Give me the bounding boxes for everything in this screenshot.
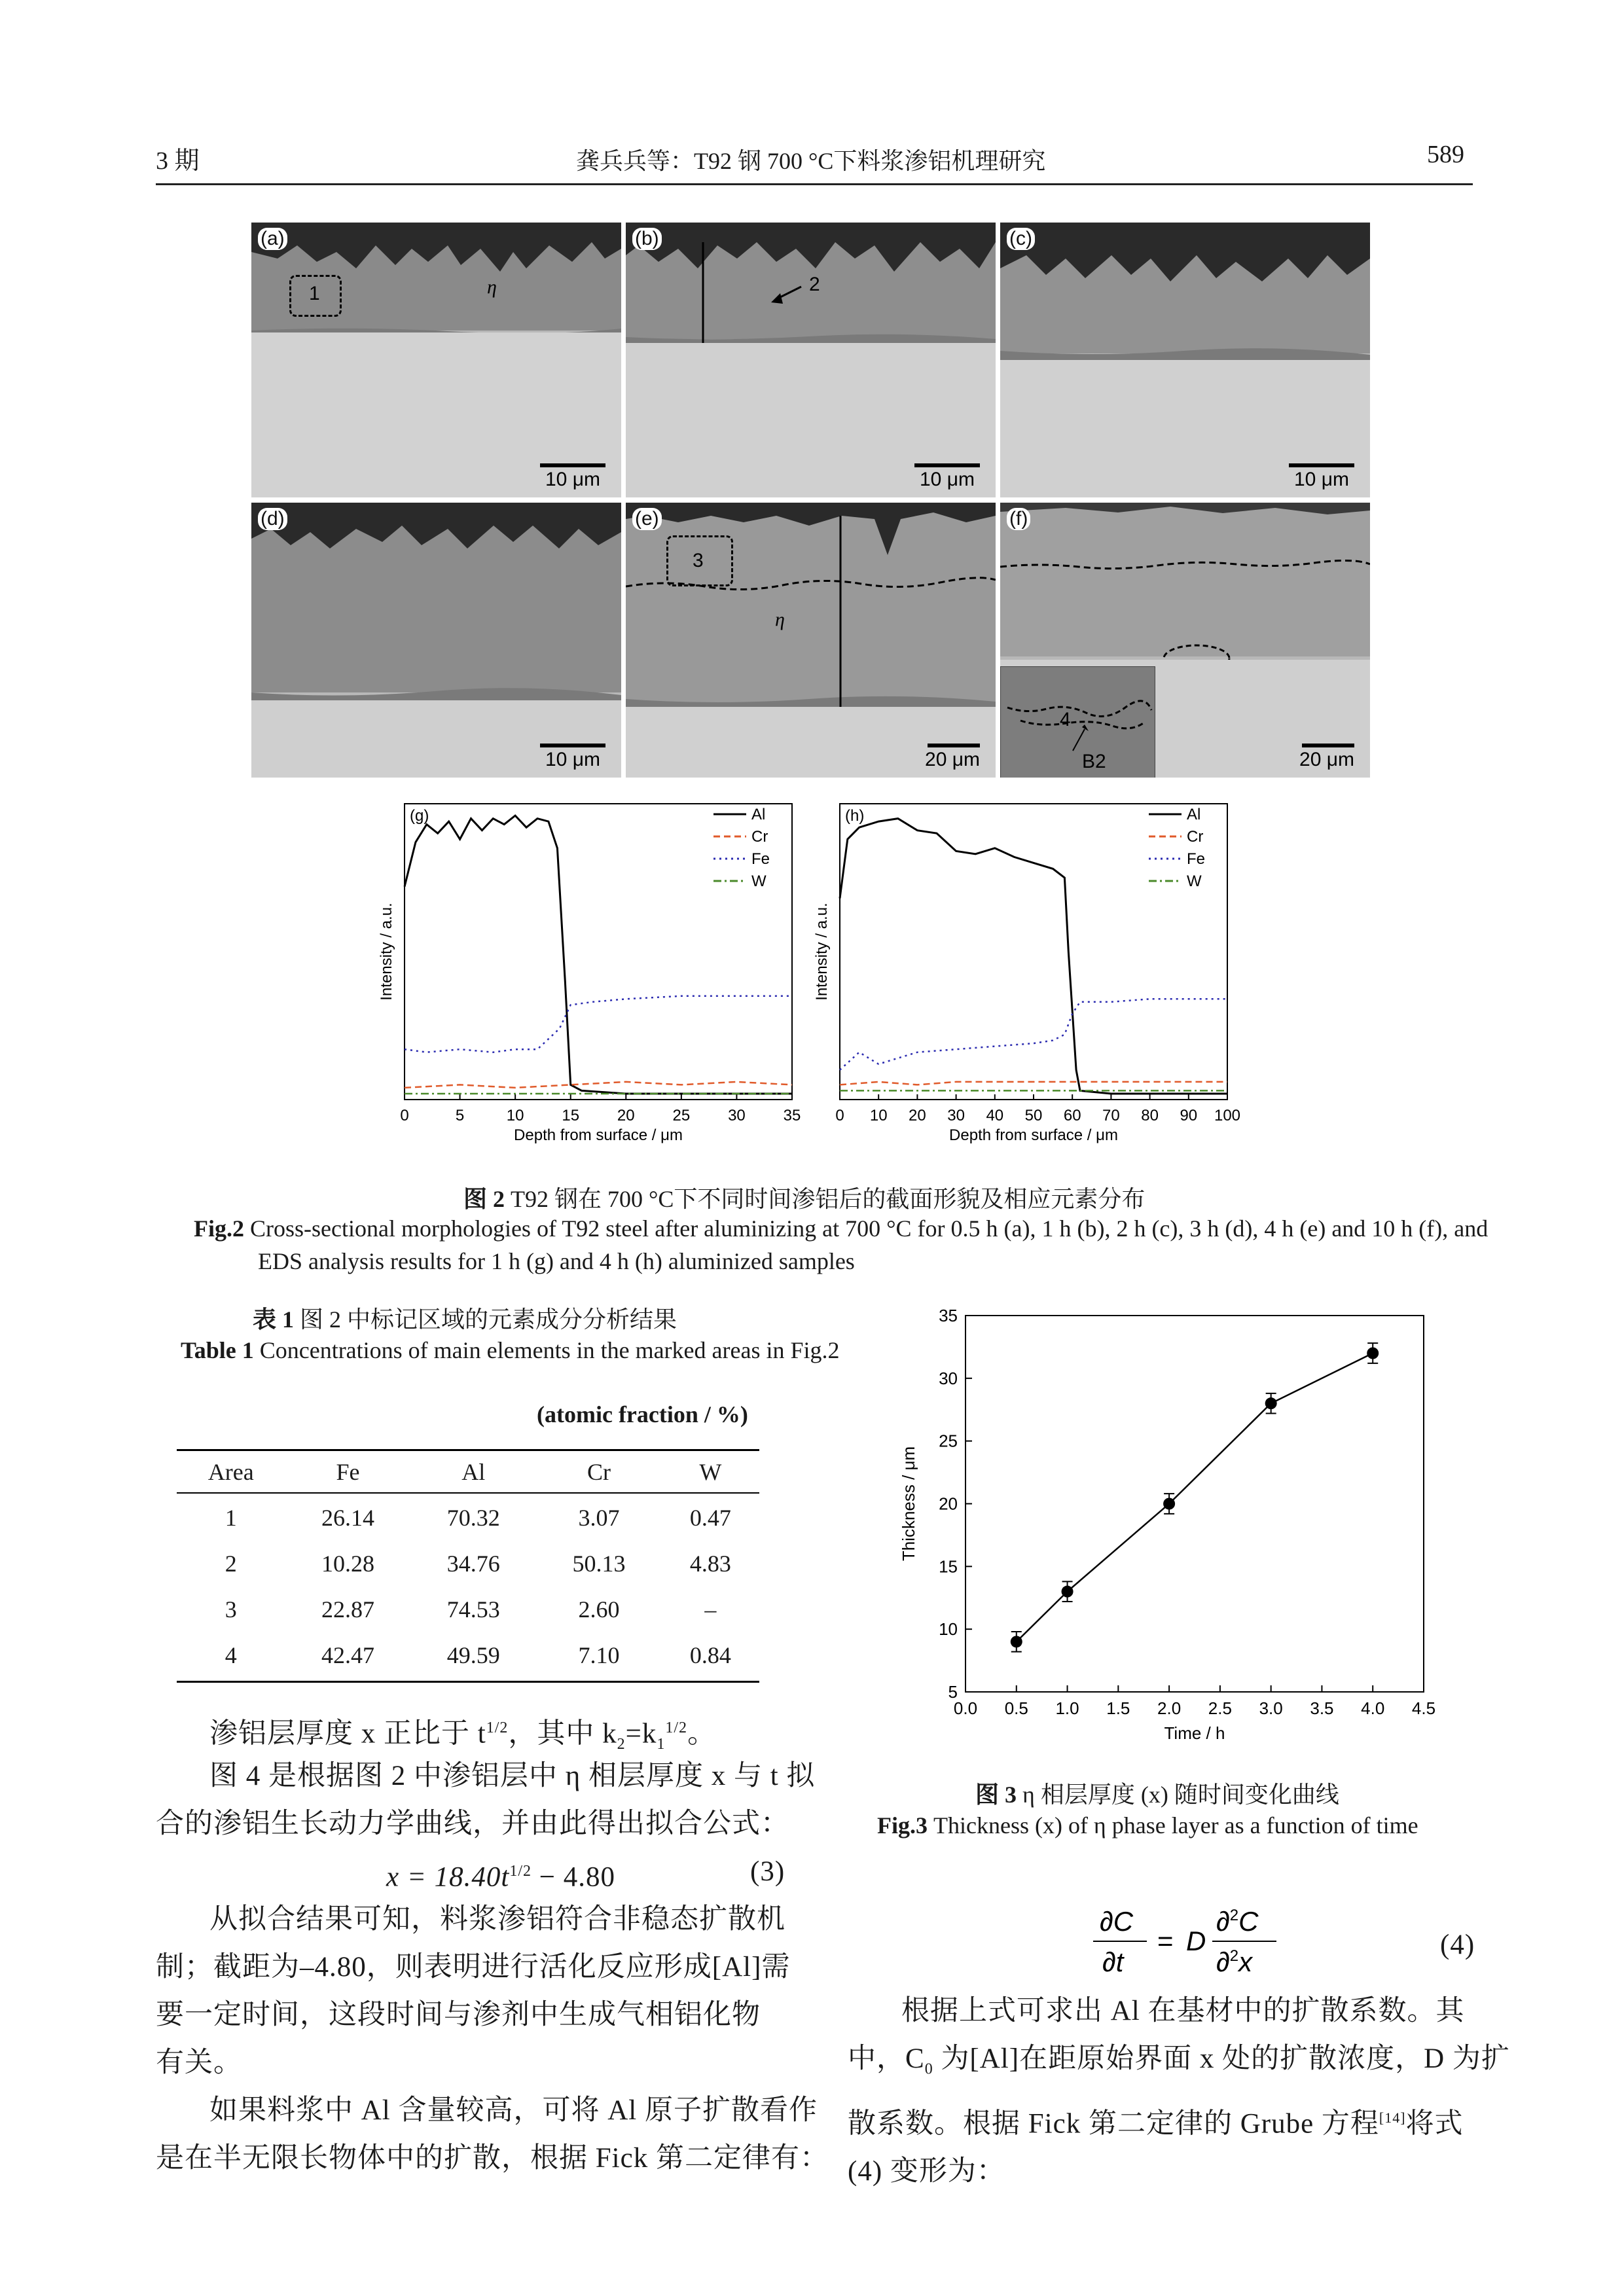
table1-title-cn: 表 1 图 2 中标记区域的元素成分分析结果 xyxy=(253,1306,677,1333)
series-line-fe xyxy=(405,996,792,1052)
data-point xyxy=(1163,1498,1175,1510)
panel-label: (f) xyxy=(1007,508,1030,530)
micrograph-panel-d xyxy=(251,503,621,778)
paragraph-thickness: 渗铝层厚度 x 正比于 $t^{1/2}$，其中 $k_2=k_1^{1/2}$。 xyxy=(209,1718,717,1753)
data-point xyxy=(1265,1397,1277,1409)
scale-bar: 20 μm xyxy=(1299,744,1354,771)
phase-label-b2: B2 xyxy=(1082,751,1106,772)
table-cell: 10.28 xyxy=(321,1551,374,1577)
data-point xyxy=(1062,1586,1074,1598)
fig2-caption-cn: 图 2 T92 钢在 700 °C下不同时间渗铝后的截面形貌及相应元素分布 xyxy=(463,1186,1146,1212)
panel-label: (g) xyxy=(410,807,429,825)
equation-4-number: (4) xyxy=(1440,1929,1475,1960)
table-cell: – xyxy=(704,1596,717,1623)
x-axis-label: Depth from surface / μm xyxy=(949,1126,1118,1144)
panel-label: (c) xyxy=(1007,228,1035,250)
table-row xyxy=(177,1541,759,1587)
x-tick-label: 30 xyxy=(947,1107,965,1124)
x-tick-label: 20 xyxy=(909,1107,926,1124)
scale-bar: 10 μm xyxy=(540,744,605,771)
x-tick-label: 70 xyxy=(1102,1107,1120,1124)
data-point xyxy=(1011,1636,1022,1647)
paragraph-nonsteady: 从拟合结果可知，料浆渗铝符合非稳态扩散机 制；截距为–4.80，则表明进行活化反应形成[Al]需 要一定时间，这段时间与渗剂中生成气相铝化物 有关。 xyxy=(156,1904,791,2078)
column-header: Fe xyxy=(336,1459,360,1485)
y-tick-label: 5 xyxy=(948,1682,958,1702)
y-axis-label: Intensity / a.u. xyxy=(378,903,395,1001)
equation-4 xyxy=(1074,1898,1290,1990)
table-cell: 3.07 xyxy=(578,1505,620,1531)
page-number: 589 xyxy=(1427,141,1464,168)
table-cell: 1 xyxy=(225,1505,237,1531)
table-cell: 74.53 xyxy=(446,1596,500,1623)
area-label: 3 xyxy=(693,550,704,571)
paragraph-diffusion-coefficient: 根据上式可求出 Al 在基材中的扩散系数。其 中，$C_0$ 为[Al]在距原始界面 x 处的扩散浓度，D 为扩 散系数。根据 Fick 第二定律的 Grube 方程[14]将式 (4) 变形为： xyxy=(848,1996,1510,2187)
table-header-row xyxy=(177,1449,759,1495)
paragraph-fit: 图 4 是根据图 2 中渗铝层中 η 相层厚度 x 与 t 拟 合的渗铝生长动力学曲线，并由此得出拟合公式： xyxy=(156,1761,816,1839)
table-row xyxy=(177,1587,759,1632)
table-cell: 0.47 xyxy=(689,1505,731,1531)
x-tick-label: 3.5 xyxy=(1310,1698,1334,1718)
x-tick-label: 2.5 xyxy=(1208,1698,1232,1718)
table-cell: 7.10 xyxy=(578,1642,620,1668)
table-cell: 0.84 xyxy=(689,1642,731,1668)
thickness-chart xyxy=(887,1299,1450,1757)
fig3-caption-en: Fig.3 Thickness (x) of η phase layer as a function of time xyxy=(877,1812,1418,1839)
equation-3: $x = 18.40t^{1/2} - 4.80$ xyxy=(386,1861,615,1893)
x-tick-label: 15 xyxy=(562,1107,580,1124)
column-header: Al xyxy=(461,1459,486,1485)
y-tick-label: 25 xyxy=(939,1431,958,1451)
x-tick-label: 3.0 xyxy=(1259,1698,1283,1718)
table-cell: 34.76 xyxy=(446,1551,500,1577)
table-row xyxy=(177,1495,759,1541)
panel-label: (e) xyxy=(632,508,662,530)
x-tick-label: 1.0 xyxy=(1055,1698,1079,1718)
x-tick-label: 50 xyxy=(1024,1107,1043,1124)
inset-magnified xyxy=(1000,666,1155,778)
x-tick-label: 5 xyxy=(455,1107,465,1124)
scale-bar: 10 μm xyxy=(1289,463,1354,491)
legend-label: Fe xyxy=(1187,850,1206,868)
header-rule xyxy=(156,183,1473,185)
column-header: W xyxy=(699,1459,722,1485)
micrograph-panel-e xyxy=(626,503,996,778)
panel-label: (d) xyxy=(258,508,287,530)
legend-label: Al xyxy=(1187,806,1201,823)
scale-bar: 20 μm xyxy=(925,744,980,771)
x-tick-label: 10 xyxy=(869,1107,888,1124)
series-line-cr xyxy=(840,1082,1227,1085)
y-axis-label: Thickness / μm xyxy=(899,1446,918,1562)
micrograph-panel-c xyxy=(1000,223,1370,497)
table-cell: 70.32 xyxy=(446,1505,500,1531)
plot-frame xyxy=(965,1316,1424,1692)
y-tick-label: 30 xyxy=(939,1368,958,1388)
panel-label: (a) xyxy=(258,228,287,250)
series-line-cr xyxy=(405,1082,792,1088)
series-line-fe xyxy=(840,999,1227,1070)
y-tick-label: 35 xyxy=(939,1306,958,1325)
svg-text:∂2x: ∂$^2$x xyxy=(1216,1946,1253,1977)
x-tick-label: 4.5 xyxy=(1411,1698,1436,1718)
y-tick-label: 20 xyxy=(939,1494,958,1514)
phase-label-eta: η xyxy=(487,276,497,298)
scale-bar: 10 μm xyxy=(914,463,980,491)
table-cell: 4.83 xyxy=(689,1551,731,1577)
legend-label: Al xyxy=(751,806,766,823)
fig3-caption-cn: 图 3 η 相层厚度 (x) 随时间变化曲线 xyxy=(975,1782,1339,1808)
issue-number: 3 期 xyxy=(156,147,200,175)
x-tick-label: 10 xyxy=(506,1107,524,1124)
series-line-al xyxy=(405,816,792,1094)
eds-chart-g xyxy=(373,792,844,1158)
plot-frame xyxy=(840,804,1227,1100)
phase-label-eta: η xyxy=(775,609,785,630)
data-point xyxy=(1367,1348,1379,1359)
table-cell: 2 xyxy=(225,1551,237,1577)
x-tick-label: 1.5 xyxy=(1106,1698,1130,1718)
eds-chart-h xyxy=(808,792,1250,1158)
table-cell: 26.14 xyxy=(321,1505,374,1531)
legend-label: Cr xyxy=(751,828,768,846)
table-cell: 4 xyxy=(225,1642,237,1668)
plot-frame xyxy=(405,804,792,1100)
svg-text:∂t: ∂t xyxy=(1102,1946,1124,1977)
panel-label: (b) xyxy=(632,228,662,250)
table-cell: 50.13 xyxy=(572,1551,626,1577)
fig2-caption-en: Fig.2 Cross-sectional morphologies of T92 steel after aluminizing at 700 °C for 0.5 h (a), 1 h (b), 2 h (c), 3 h (d), 4 h (e) and 10 h (f), and EDS analysis results for 1 h (g) and 4 h (h) aluminized samples xyxy=(194,1215,1489,1274)
micrograph-panel-a xyxy=(251,223,621,497)
table-cell: 2.60 xyxy=(578,1596,620,1623)
panel-label: (h) xyxy=(845,807,865,825)
scale-bar: 10 μm xyxy=(540,463,605,491)
x-tick-label: 30 xyxy=(728,1107,746,1124)
x-tick-label: 0 xyxy=(400,1107,409,1124)
x-axis-label: Time / h xyxy=(1164,1723,1225,1743)
equation-3-number: (3) xyxy=(750,1856,785,1887)
x-tick-label: 90 xyxy=(1180,1107,1198,1124)
svg-text:D: D xyxy=(1186,1926,1206,1956)
column-header: Cr xyxy=(586,1459,611,1485)
table1 xyxy=(177,1449,759,1678)
x-tick-label: 0.0 xyxy=(953,1698,978,1718)
micrograph-panel-b xyxy=(626,223,996,497)
table1-unit: (atomic fraction / %) xyxy=(537,1401,748,1427)
x-tick-label: 60 xyxy=(1063,1107,1081,1124)
series-line-al xyxy=(840,819,1227,1094)
y-axis-label: Intensity / a.u. xyxy=(813,903,831,1001)
x-tick-label: 25 xyxy=(672,1107,691,1124)
x-tick-label: 100 xyxy=(1214,1107,1241,1124)
running-title: 龚兵兵等：T92 钢 700 °C下料浆渗铝机理研究 xyxy=(576,148,1046,174)
svg-text:∂2C: ∂$^2$C xyxy=(1216,1906,1259,1937)
table-cell: 42.47 xyxy=(321,1642,374,1668)
series-line xyxy=(1017,1354,1373,1642)
x-tick-label: 35 xyxy=(783,1107,801,1124)
table-cell: 49.59 xyxy=(446,1642,500,1668)
y-tick-label: 10 xyxy=(939,1619,958,1640)
table-row xyxy=(177,1632,759,1678)
legend-label: Cr xyxy=(1187,828,1204,846)
x-tick-label: 0 xyxy=(835,1107,844,1124)
legend-label: W xyxy=(1187,872,1202,890)
legend-label: W xyxy=(751,872,767,890)
x-tick-label: 2.0 xyxy=(1157,1698,1182,1718)
column-header: Area xyxy=(208,1459,254,1485)
x-tick-label: 0.5 xyxy=(1004,1698,1028,1718)
legend-label: Fe xyxy=(751,850,770,868)
point-label: 2 xyxy=(809,274,820,295)
table-cell: 22.87 xyxy=(321,1596,374,1623)
x-tick-label: 40 xyxy=(986,1107,1004,1124)
x-tick-label: 20 xyxy=(617,1107,635,1124)
y-tick-label: 15 xyxy=(939,1556,958,1577)
paragraph-fick: 如果料浆中 Al 含量较高，可将 Al 原子扩散看作 是在半无限长物体中的扩散，根据 Fick 第二定律有： xyxy=(156,2095,829,2174)
x-tick-label: 80 xyxy=(1141,1107,1159,1124)
svg-text:=: = xyxy=(1157,1926,1174,1956)
svg-text:∂C: ∂C xyxy=(1100,1906,1134,1937)
x-axis-label: Depth from surface / μm xyxy=(514,1126,683,1144)
table-cell: 3 xyxy=(225,1596,237,1623)
area-label: 4 xyxy=(1060,709,1071,730)
table1-bottom-rule xyxy=(177,1681,759,1683)
x-tick-label: 4.0 xyxy=(1361,1698,1385,1718)
table1-title-en: Table 1 Concentrations of main elements in the marked areas in Fig.2 xyxy=(181,1337,840,1363)
micrograph-panel-f xyxy=(1000,503,1370,778)
area-label: 1 xyxy=(309,283,320,304)
